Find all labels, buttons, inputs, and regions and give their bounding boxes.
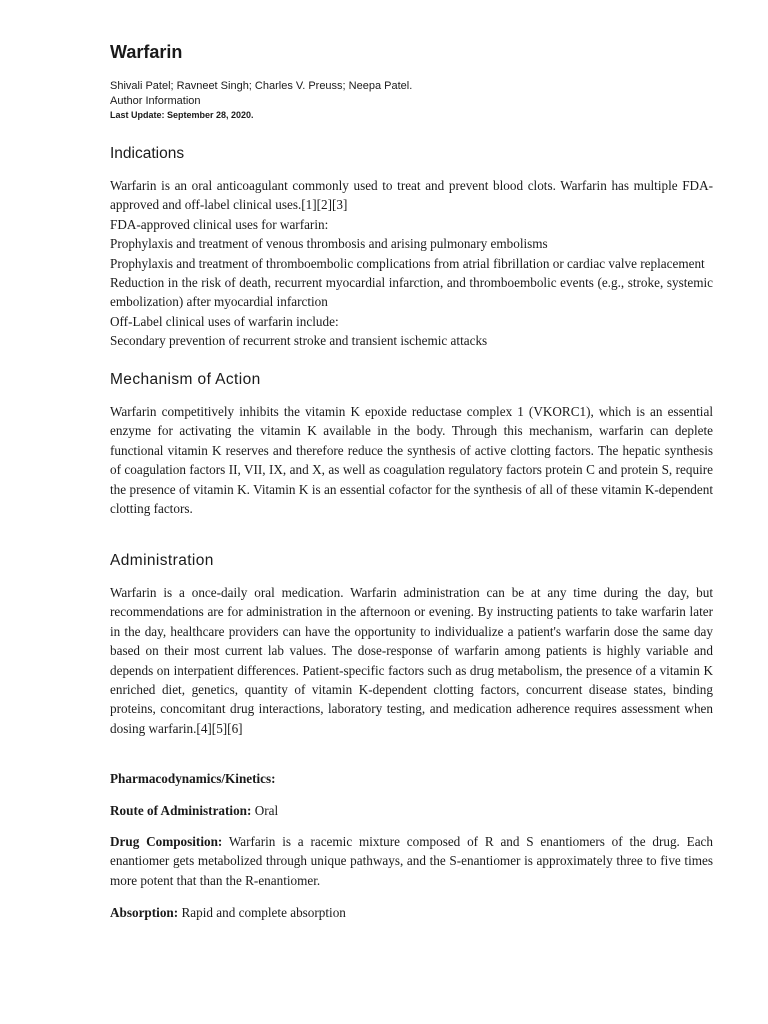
mechanism-heading: Mechanism of Action: [110, 371, 261, 388]
drug-composition: [110, 832, 713, 890]
mechanism-section: [110, 402, 713, 518]
fda-use-item: Prophylaxis and treatment of thromboembolic complications from atrial fibrillation or cardiac valve replacement: [110, 255, 705, 271]
pharmacodynamics-label: Pharmacodynamics/Kinetics:: [110, 771, 276, 786]
indications-section: [110, 176, 713, 351]
absorption-value: Rapid and complete absorption: [181, 905, 346, 920]
composition-value: Warfarin is a racemic mixture composed of R and S enantiomers of the drug. Each enantiomer gets metabolized through unique pathways, and the S-enantiomer is approximately three to five times more potent that than the R-enantiomer.: [110, 834, 713, 888]
author-information: Author Information: [110, 95, 201, 107]
route-of-administration: [110, 801, 713, 820]
administration-heading: Administration: [110, 552, 214, 569]
absorption-label: Absorption:: [110, 905, 179, 920]
offlabel-uses-label: Off-Label clinical uses of warfarin include:: [110, 313, 339, 329]
administration-section: [110, 583, 713, 738]
fda-use-item: Reduction in the risk of death, recurrent myocardial infarction, and thromboembolic events (e.g., stroke, systemic embolization) after myocardial infarction: [110, 275, 713, 310]
fda-uses-label: FDA-approved clinical uses for warfarin:: [110, 216, 329, 232]
fda-use-item: Prophylaxis and treatment of venous thrombosis and arising pulmonary embolisms: [110, 236, 548, 252]
indications-intro: Warfarin is an oral anticoagulant commonly used to treat and prevent blood clots. Warfarin has multiple FDA-approved and off-label clinical uses.[1][2][3]: [110, 178, 713, 213]
indications-heading: Indications: [110, 145, 185, 162]
page-title: Warfarin: [110, 42, 183, 62]
administration-body: Warfarin is a once-daily oral medication. Warfarin administration can be at any time during the day, but recommendations are for administration in the afternoon or evening. By instructing patients to take warfarin later in the day, healthcare providers can have the opportunity to individualize a patient's warfarin dose the same day based on their most current lab values. The dose-response of warfarin among patients is highly variable and depends on interpatient differences. Patient-specific factors such as drug metabolism, the presence of a vitamin K enriched diet, genetics, quantity of vitamin K-dependent clotting factors, concurrent disease states, binding proteins, concomitant drug interactions, laboratory testing, and medication adherence requires assessment when dosing warfarin.[4][5][6]: [110, 585, 713, 736]
route-value: Oral: [254, 803, 279, 818]
last-update: Last Update: September 28, 2020.: [110, 110, 254, 120]
pharmacodynamics-heading: [110, 769, 713, 788]
absorption: [110, 903, 713, 922]
author-list: Shivali Patel; Ravneet Singh; Charles V. Preuss; Neepa Patel.: [110, 80, 413, 92]
mechanism-body: Warfarin competitively inhibits the vitamin K epoxide reductase complex 1 (VKORC1), which is an essential enzyme for activating the vitamin K available in the body. Through this mechanism, warfarin can deplete functional vitamin K reserves and therefore reduce the synthesis of active clotting factors. The hepatic synthesis of coagulation factors II, VII, IX, and X, as well as coagulation regulatory factors protein C and protein S, require the presence of vitamin K. Vitamin K is an essential cofactor for the synthesis of all of these vitamin K-dependent clotting factors.: [110, 404, 713, 517]
route-label: Route of Administration:: [110, 803, 252, 818]
composition-label: Drug Composition:: [110, 834, 223, 849]
offlabel-use-item: Secondary prevention of recurrent stroke and transient ischemic attacks: [110, 333, 488, 349]
